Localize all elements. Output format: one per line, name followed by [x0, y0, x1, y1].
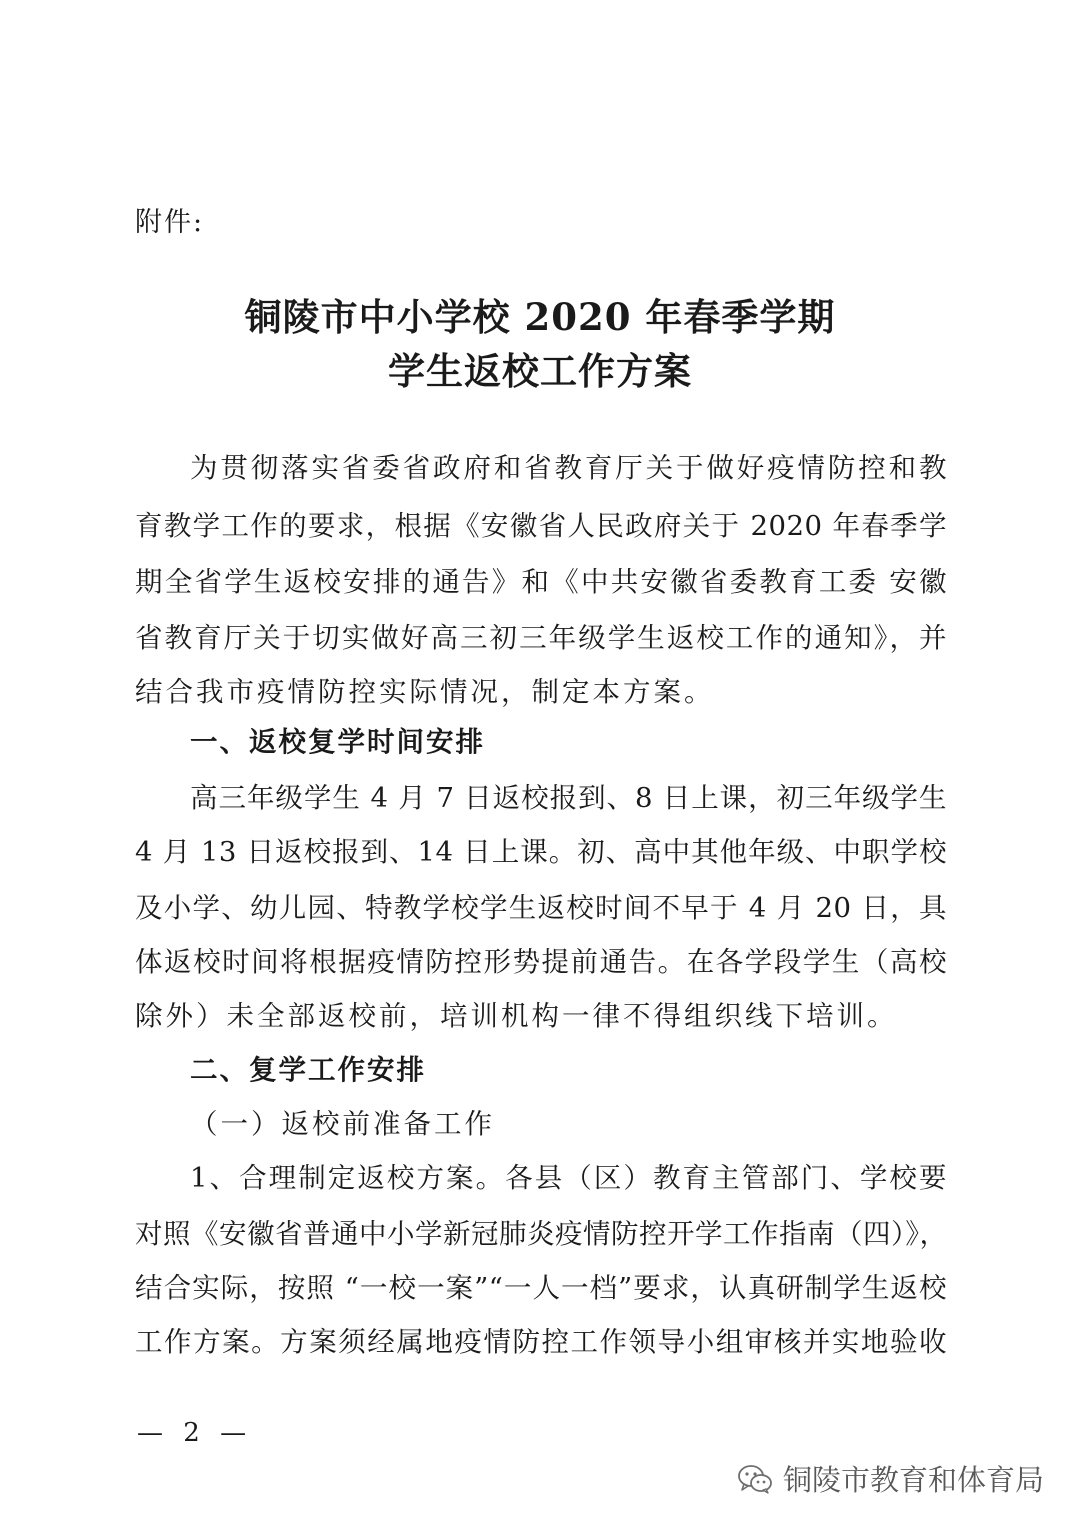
- section1-line-3: 及小学、幼儿园、特教学校学生返校时间不早于 4 月 20 日，具: [135, 892, 947, 924]
- wechat-icon: [737, 1464, 773, 1494]
- intro-line-1: 为贯彻落实省委省政府和省教育厅关于做好疫情防控和教: [190, 452, 947, 484]
- intro-line-3: 期全省学生返校安排的通告》和《中共安徽省委教育工委 安徽: [135, 566, 947, 598]
- section1-line-2: 4 月 13 日返校报到、14 日上课。初、高中其他年级、中职学校: [135, 836, 947, 868]
- section2-item1-line-1: 1、合理制定返校方案。各县（区）教育主管部门、学校要: [190, 1162, 947, 1194]
- document-title-line2: 学生返校工作方案: [388, 349, 692, 393]
- document-title-line1: 铜陵市中小学校 2020 年春季学期: [244, 295, 836, 339]
- page-number: — 2 —: [137, 1418, 253, 1448]
- attachment-label: 附件:: [135, 207, 205, 238]
- intro-line-4: 省教育厅关于切实做好高三初三年级学生返校工作的通知》，并: [135, 622, 947, 654]
- section2-item1-line-4: 工作方案。方案须经属地疫情防控工作领导小组审核并实地验收: [135, 1326, 947, 1358]
- intro-line-2: 育教学工作的要求，根据《安徽省人民政府关于 2020 年春季学: [135, 510, 947, 542]
- section2-item1-line-3: 结合实际，按照 “一校一案”“一人一档”要求，认真研制学生返校: [135, 1272, 947, 1304]
- section1-line-1: 高三年级学生 4 月 7 日返校报到、8 日上课，初三年级学生: [190, 782, 947, 814]
- section1-heading: 一、返校复学时间安排: [190, 726, 485, 758]
- wechat-watermark: [737, 1458, 1044, 1499]
- section2-subheading: （一）返校前准备工作: [190, 1108, 495, 1140]
- section2-heading: 二、复学工作安排: [190, 1054, 426, 1086]
- watermark-text: 铜陵市教育和体育局: [782, 1463, 1044, 1497]
- section2-item1-line-2: 对照《安徽省普通中小学新冠肺炎疫情防控开学工作指南（四）》，: [135, 1218, 948, 1250]
- intro-line-5: 结合我市疫情防控实际情况，制定本方案。: [135, 676, 715, 708]
- section1-line-5: 除外）未全部返校前，培训机构一律不得组织线下培训。: [135, 1000, 898, 1032]
- section1-line-4: 体返校时间将根据疫情防控形势提前通告。在各学段学生（高校: [135, 946, 947, 978]
